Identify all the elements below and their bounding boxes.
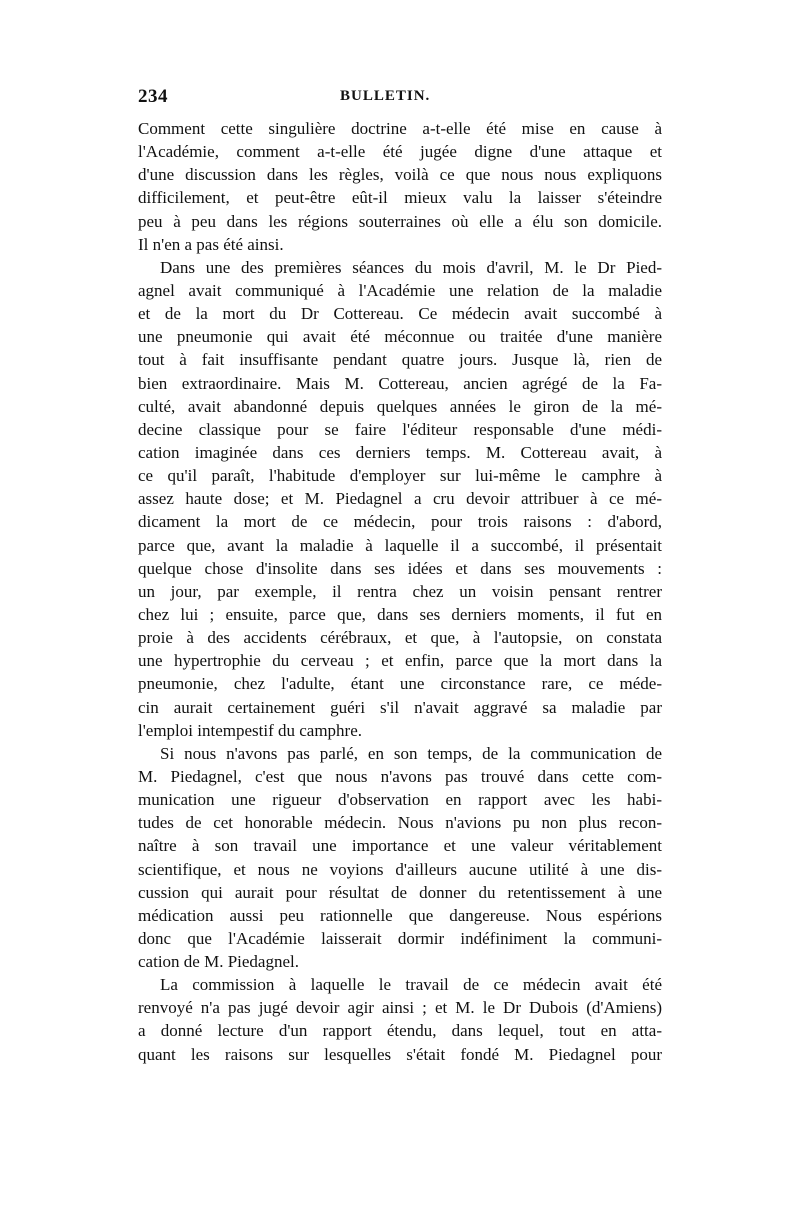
- text-line: Il n'en a pas été ainsi.: [138, 234, 284, 254]
- text-line: Si nous n'avons pas parlé, en son temps, de la communication de: [160, 743, 662, 763]
- text-line: parce que, avant la maladie à laquelle il a succombé, il présentait: [138, 535, 662, 555]
- paragraph-2: [138, 256, 662, 742]
- text-line: decine classique pour se faire l'éditeur responsable d'une médi-: [138, 419, 662, 439]
- text-line: naître à son travail une importance et une valeur véritablement: [138, 836, 662, 856]
- text-line: dicament la mort de ce médecin, pour trois raisons : d'abord,: [138, 512, 662, 532]
- running-head: [138, 86, 662, 110]
- paragraph-4: [138, 973, 662, 1066]
- text-line: difficilement, et peut-être eût-il mieux valu la laisser s'éteindre: [138, 188, 662, 208]
- text-line: culté, avait abandonné depuis quelques années le giron de la mé-: [138, 396, 662, 416]
- text-line: M. Piedagnel, c'est que nous n'avons pas trouvé dans cette com-: [138, 766, 662, 786]
- text-line: Comment cette singulière doctrine a-t-elle été mise en cause à: [138, 119, 662, 138]
- text-line: l'Académie, comment a-t-elle été jugée digne d'une attaque et: [138, 142, 662, 162]
- paragraph-3: [138, 742, 662, 973]
- text-line: d'une discussion dans les règles, voilà ce que nous nous expliquons: [138, 165, 662, 185]
- text-line: agnel avait communiqué à l'Académie une relation de la maladie: [138, 280, 662, 300]
- text-line: tudes de cet honorable médecin. Nous n'avions pu non plus recon-: [138, 813, 662, 833]
- text-line: cation imaginée dans ces derniers temps. M. Cottereau avait, à: [138, 442, 662, 462]
- running-title: BULLETIN.: [340, 88, 431, 104]
- text-line: une hypertrophie du cerveau ; et enfin, parce que la mort dans la: [138, 651, 662, 671]
- text-line: cin aurait certainement guéri s'il n'avait aggravé sa maladie par: [138, 697, 662, 717]
- text-line: ce qu'il paraît, l'habitude d'employer sur lui-même le camphre à: [138, 466, 662, 486]
- text-line: a donné lecture d'un rapport étendu, dans lequel, tout en atta-: [138, 1021, 662, 1041]
- paragraph-1: [138, 117, 662, 256]
- text-line: pneumonie, chez l'adulte, étant une circonstance rare, ce méde-: [138, 674, 662, 694]
- text-line: un jour, par exemple, il rentra chez un voisin pensant rentrer: [138, 581, 662, 601]
- text-line: quelque chose d'insolite dans ses idées et dans ses mouvements :: [138, 558, 662, 578]
- page-number: 234: [138, 86, 168, 107]
- text-line: cussion qui aurait pour résultat de donner du retentissement à une: [138, 882, 662, 902]
- text-line: tout à fait insuffisante pendant quatre jours. Jusque là, rien de: [138, 350, 662, 370]
- text-line: proie à des accidents cérébraux, et que, à l'autopsie, on constata: [138, 628, 662, 648]
- text-line: scientifique, et nous ne voyions d'ailleurs aucune utilité à une dis-: [138, 859, 662, 879]
- text-line: assez haute dose; et M. Piedagnel a cru devoir attribuer à ce mé-: [138, 489, 662, 509]
- text-line: Dans une des premières séances du mois d'avril, M. le Dr Pied-: [160, 257, 662, 277]
- text-line: donc que l'Académie laisserait dormir indéfiniment la communi-: [138, 928, 662, 948]
- text-line: munication une rigueur d'observation en rapport avec les habi-: [138, 790, 662, 810]
- body-text: [138, 117, 662, 1066]
- text-line: chez lui ; ensuite, parce que, dans ses derniers moments, il fut en: [138, 604, 662, 624]
- text-line: renvoyé n'a pas jugé devoir agir ainsi ; et M. le Dr Dubois (d'Amiens): [138, 998, 662, 1018]
- text-line: l'emploi intempestif du camphre.: [138, 720, 363, 740]
- text-line: cation de M. Piedagnel.: [138, 952, 299, 972]
- text-line: quant les raisons sur lesquelles s'était fondé M. Piedagnel pour: [138, 1044, 662, 1064]
- text-line: bien extraordinaire. Mais M. Cottereau, ancien agrégé de la Fa-: [138, 373, 662, 393]
- text-line: une pneumonie qui avait été méconnue ou traitée d'une manière: [138, 327, 662, 347]
- text-line: La commission à laquelle le travail de ce médecin avait été: [160, 975, 662, 995]
- text-line: médication aussi peu rationnelle que dangereuse. Nous espérions: [138, 905, 662, 925]
- text-line: peu à peu dans les régions souterraines où elle a élu son domicile.: [138, 211, 662, 231]
- text-line: et de la mort du Dr Cottereau. Ce médecin avait succombé à: [138, 304, 662, 324]
